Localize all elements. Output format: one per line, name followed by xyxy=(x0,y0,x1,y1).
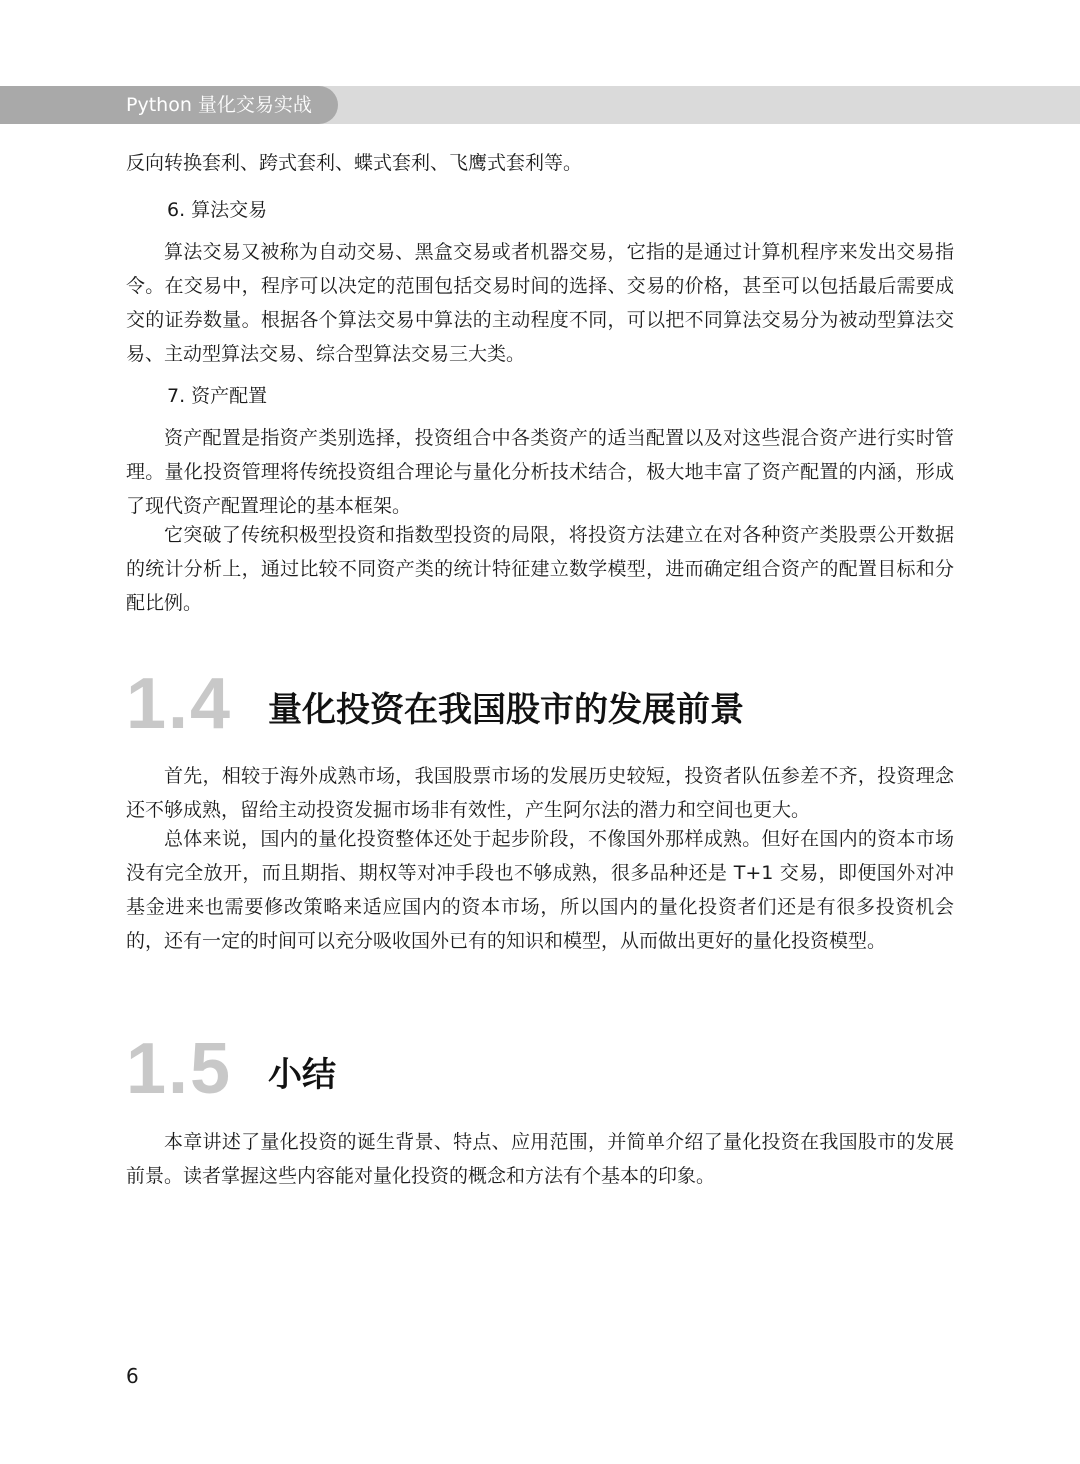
continued-paragraph: 反向转换套利、跨式套利、蝶式套利、飞鹰式套利等。 xyxy=(126,152,583,174)
running-header xyxy=(0,86,1080,124)
paragraph-asset-allocation-2: 它突破了传统积极型投资和指数型投资的局限，将投资方法建立在对各种资产类股票公开数据的统计分析上，通过比较不同资产类的统计特征建立数学模型，进而确定组合资产的配置目标和分配比例。 xyxy=(126,524,954,614)
book-title: Python 量化交易实战 xyxy=(126,94,312,116)
paragraph-prospects-2: 总体来说，国内的量化投资整体还处于起步阶段，不像国外那样成熟。但好在国内的资本市场没有完全放开，而且期指、期权等对冲手段也不够成熟，很多品种还是 T+1 交易，即便国外对冲基金进来也需要修改策略来适应国内的资本市场，所以国内的量化投资者们还是有很多投资机会的，还有一定的时间可以充分吸收国外已有的知识和模型，从而做出更好的量化投资模型。 xyxy=(126,828,954,952)
paragraph-summary: 本章讲述了量化投资的诞生背景、特点、应用范围，并简单介绍了量化投资在我国股市的发展前景。读者掌握这些内容能对量化投资的概念和方法有个基本的印象。 xyxy=(126,1131,954,1187)
subsection-heading-asset-allocation: 7. 资产配置 xyxy=(167,385,268,407)
section-title-1-4: 量化投资在我国股市的发展前景 xyxy=(268,690,744,730)
section-number-1-4: 1.4 xyxy=(126,664,233,744)
paragraph-prospects-1: 首先，相较于海外成熟市场，我国股票市场的发展历史较短，投资者队伍参差不齐，投资理念还不够成熟，留给主动投资发掘市场非有效性，产生阿尔法的潜力和空间也更大。 xyxy=(126,765,954,821)
subsection-heading-algorithmic-trading: 6. 算法交易 xyxy=(167,199,268,221)
page-number: 6 xyxy=(126,1364,139,1388)
section-title-1-5: 小结 xyxy=(268,1055,336,1095)
paragraph-asset-allocation-1: 资产配置是指资产类别选择，投资组合中各类资产的适当配置以及对这些混合资产进行实时管理。量化投资管理将传统投资组合理论与量化分析技术结合，极大地丰富了资产配置的内涵，形成了现代资产配置理论的基本框架。 xyxy=(126,427,954,517)
paragraph-algorithmic-trading: 算法交易又被称为自动交易、黑盒交易或者机器交易，它指的是通过计算机程序来发出交易指令。在交易中，程序可以决定的范围包括交易时间的选择、交易的价格，甚至可以包括最后需要成交的证券数量。根据各个算法交易中算法的主动程度不同，可以把不同算法交易分为被动型算法交易、主动型算法交易、综合型算法交易三大类。 xyxy=(126,241,954,365)
section-number-1-5: 1.5 xyxy=(126,1029,233,1109)
